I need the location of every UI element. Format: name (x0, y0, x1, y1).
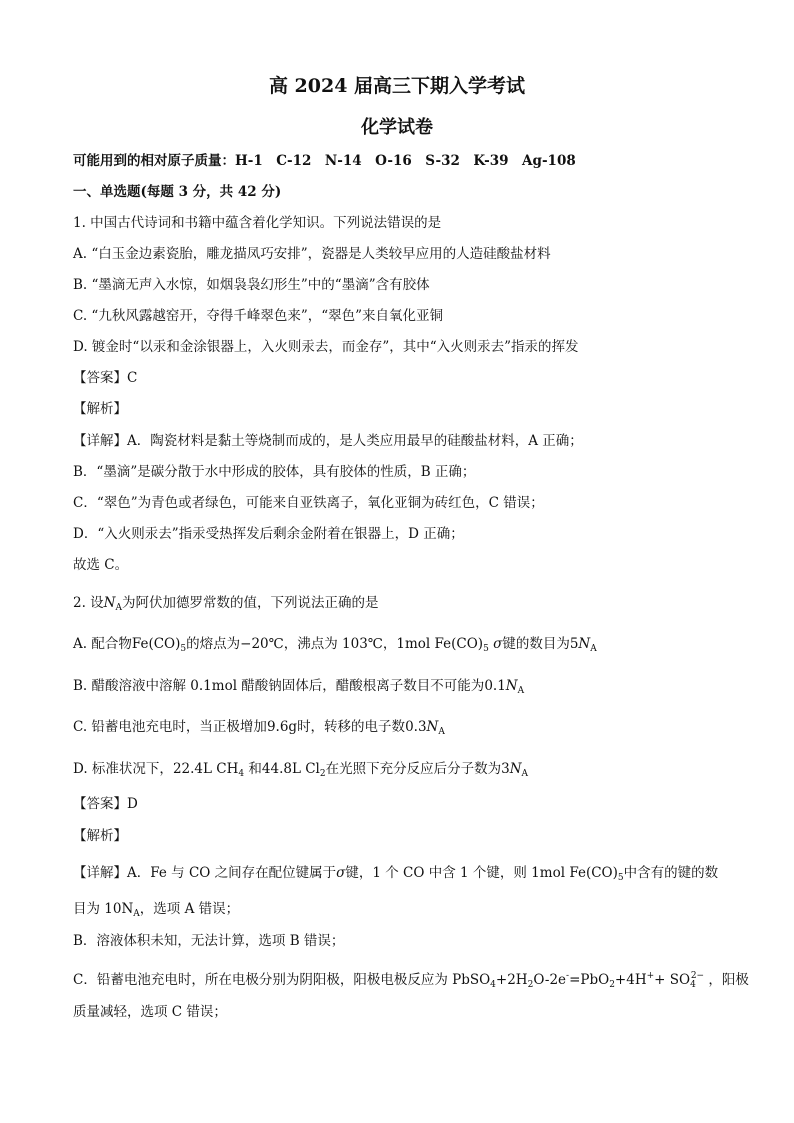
question-1-analysis-label: 【解析】 (73, 401, 127, 417)
question-1-detail-a: 【详解】A．陶瓷材料是黏土等烧制而成的，是人类应用最早的硅酸盐材料，A 正确； (73, 433, 583, 449)
value-0-1na: $0.1N_A$ (484, 678, 525, 696)
question-1-answer: 【答案】C (73, 370, 138, 386)
question-1-option-a: A. “白玉金边素瓷胎，雕龙描凤巧安排”，瓷器是人类较早应用的人造硅酸盐材料 (73, 246, 551, 262)
question-2-detail-a: 【详解】A．Fe 与 CO 之间存在配位键属于σ键，1 个 CO 中含 1 个键，则 1mol $Fe(CO)_5$中含有的键的数 (73, 865, 719, 883)
question-2-analysis-label: 【解析】 (73, 828, 127, 844)
question-2-option-c: C. 铅蓄电池充电时，当正极增加9.6g时，转移的电子数$0.3N_A$ (73, 719, 445, 737)
question-1-detail-c: C．“翠色”为青色或者绿色，可能来自亚铁离子，氧化亚铜为砖红色，C 错误； (73, 495, 544, 511)
sigma-symbol: σ (493, 636, 503, 652)
question-2-option-b: B. 醋酸溶液中溶解 0.1mol 醋酸钠固体后，醋酸根离子数目不可能为$0.1N_A$ (73, 678, 525, 696)
question-1-detail-b: B．“墨滴”是碳分散于水中形成的胶体，具有胶体的性质，B 正确； (73, 464, 476, 480)
question-2-detail-c: C．铅蓄电池充电时，所在电极分别为阴阳极，阳极电极反应为 $PbSO_4+2H_2O-2e^-=PbO_2+4H^++ SO_4^{2-}$ ，阳极 (73, 971, 749, 990)
question-2-detail-c-cont: 质量减轻，选项 C 错误； (73, 1004, 227, 1020)
value-3na: $3N_A$ (501, 761, 529, 779)
question-2-stem: 2. 设$N_A$为阿伏加德罗常数的值，下列说法正确的是 (73, 595, 379, 613)
formula-fe-co5: $Fe(CO)_5$ (565, 865, 624, 883)
formula-fe-co5: $Fe(CO)_5$ (131, 636, 187, 654)
value-0-3na: $0.3N_A$ (405, 719, 445, 737)
question-2-option-a: A. 配合物$Fe(CO)_5$的熔点为−20℃，沸点为 103℃，1mol $Fe(CO)_5$ σ键的数目为$5N_A$ (73, 636, 597, 654)
question-2-detail-a-cont: 目为 $10N_A$，选项 A 错误； (73, 901, 240, 919)
question-1-option-c: C. “九秋风露越窑开，夺得千峰翠色来”，“翠色”来自氧化亚铜 (73, 308, 444, 324)
page-subtitle: 化学试卷 (361, 117, 433, 138)
question-1-detail-d: D．“入火则汞去”指汞受热挥发后剩余金附着在银器上，D 正确； (73, 526, 464, 542)
question-1-option-d: D. 镀金时“以汞和金涂银器上，入火则汞去，而金存”，其中“入火则汞去”指汞的挥发 (73, 339, 579, 355)
value-5na: $5N_A$ (569, 636, 597, 654)
question-2-answer: 【答案】D (73, 796, 138, 812)
page-title: 高 2024 届高三下期入学考试 (268, 75, 526, 97)
question-1-option-b: B. “墨滴无声入水惊，如烟袅袅幻形生”中的“墨滴”含有胶体 (73, 277, 430, 293)
question-1-stem: 1. 中国古代诗词和书籍中蕴含着化学知识。下列说法错误的是 (73, 215, 442, 231)
question-2-option-d: D. 标准状况下，22.4L $CH_4$ 和44.8L $Cl_2$在光照下充分反应后分子数为$3N_A$ (73, 761, 529, 779)
avogadro-symbol: $N_A$ (103, 595, 122, 613)
question-1-conclusion: 故选 C。 (73, 557, 129, 573)
formula-cl2: $Cl_2$ (300, 761, 326, 779)
sigma-symbol: σ (336, 865, 346, 881)
atomic-masses: 可能用到的相对原子质量：H-1 C-12 N-14 O-16 S-32 K-39 Ag-108 (73, 153, 576, 169)
sulfate-ion: $SO_4^{2-}$ (665, 971, 705, 990)
formula-fe-co5: $Fe(CO)_5$ (430, 636, 489, 654)
question-2-detail-b: B．溶液体积未知，无法计算，选项 B 错误； (73, 933, 345, 949)
section-heading: 一、单选题(每题 3 分，共 42 分) (73, 184, 282, 200)
formula-ch4: $CH_4$ (211, 761, 245, 779)
